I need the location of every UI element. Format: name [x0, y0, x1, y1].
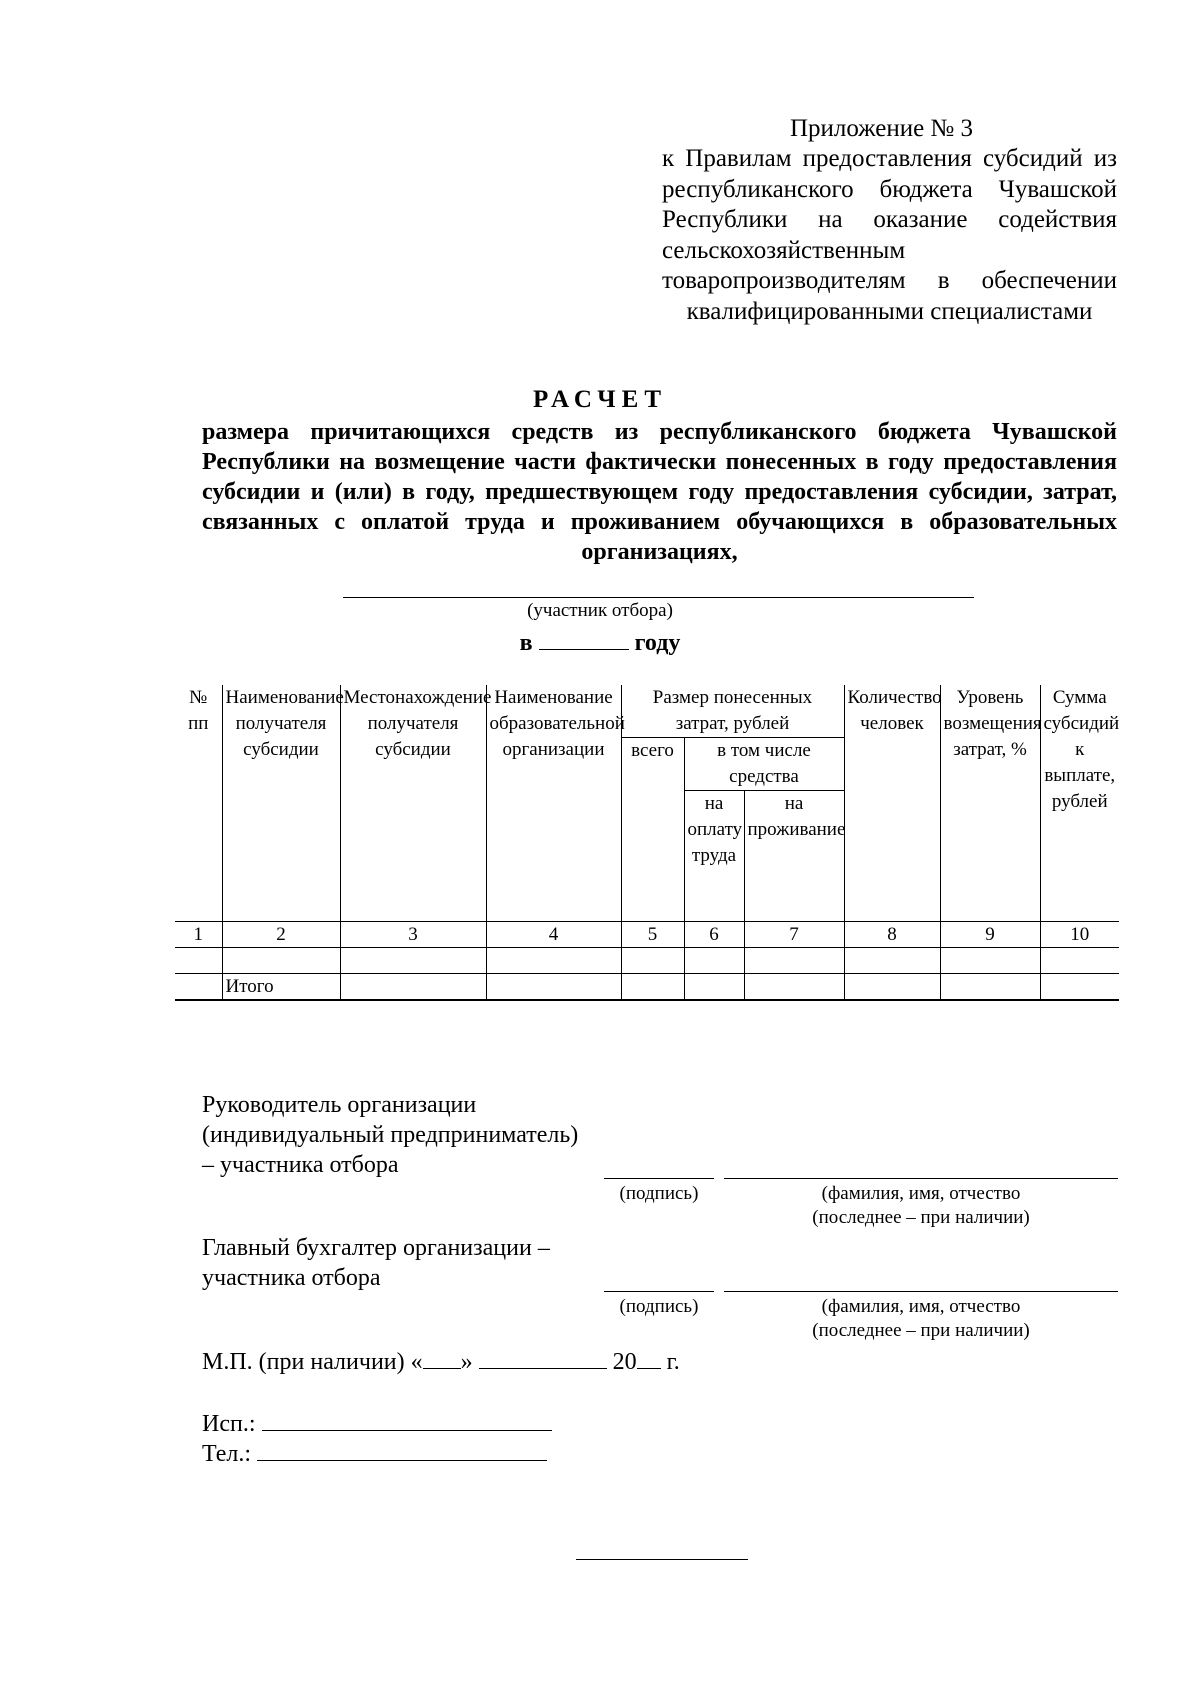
column-number: 2	[222, 922, 340, 948]
header-reimbursement-level: Уровень возмещения затрат, %	[940, 685, 1040, 922]
column-number: 3	[340, 922, 486, 948]
column-number: 5	[621, 922, 684, 948]
table-cell[interactable]	[1040, 974, 1119, 1001]
header-subsidy-amount: Сумма субсидий к выплате, рублей	[1040, 685, 1119, 922]
column-number: 4	[486, 922, 621, 948]
column-number: 1	[175, 922, 222, 948]
year-prefix: в	[519, 630, 533, 656]
table-cell[interactable]	[684, 948, 744, 974]
bottom-separator	[576, 1559, 748, 1560]
appendix-body: к Правилам предоставления субсидий из республиканского бюджета Чувашской Республики на оказание содействия сельскохозяйственным товаропроизводителям в обеспечении квалифицированными специалистами	[662, 145, 1117, 325]
table-cell[interactable]	[222, 948, 340, 974]
column-number: 7	[744, 922, 844, 948]
executor-blank[interactable]	[262, 1408, 552, 1431]
accountant-name-line[interactable]	[724, 1291, 1118, 1292]
header-including: в том числе средства	[684, 738, 844, 791]
month-blank[interactable]	[479, 1346, 607, 1369]
phone-blank[interactable]	[257, 1438, 547, 1461]
phone-line	[202, 1438, 547, 1469]
header-recipient-name: Наименование получателя субсидии	[222, 685, 340, 922]
head-name-caption-2: (последнее – при наличии)	[812, 1207, 1030, 1228]
stamp-date-line	[202, 1346, 680, 1377]
stamp-prefix: М.П. (при наличии) «	[202, 1349, 423, 1375]
table-cell[interactable]	[175, 948, 222, 974]
document-subtitle: размера причитающихся средств из республиканского бюджета Чувашской Республики на возмещение части фактически понесенных в году предоставления субсидии и (или) в году, предшествующем году предоставления субсидии, затрат, связанных с оплатой труда и проживанием обучающихся в образовательных организациях,	[202, 419, 1117, 565]
header-people-count: Количество человек	[844, 685, 940, 922]
calculation-table	[175, 685, 1119, 1001]
year-suffix-blank[interactable]	[637, 1346, 661, 1369]
head-name-caption-1: (фамилия, имя, отчество	[821, 1183, 1021, 1204]
table-cell[interactable]	[486, 948, 621, 974]
table-cell[interactable]	[744, 948, 844, 974]
table-cell[interactable]	[684, 974, 744, 1001]
accountant-name-caption-1: (фамилия, имя, отчество	[821, 1296, 1021, 1317]
phone-label: Тел.:	[202, 1441, 252, 1467]
column-numbers-row	[175, 922, 1119, 948]
year-line	[0, 627, 1200, 658]
day-blank[interactable]	[423, 1346, 461, 1369]
column-number: 6	[684, 922, 744, 948]
table-cell[interactable]	[744, 974, 844, 1001]
table-row[interactable]	[175, 948, 1119, 974]
column-number: 10	[1040, 922, 1119, 948]
stamp-year: 20	[612, 1349, 637, 1375]
table-cell[interactable]	[844, 974, 940, 1001]
total-row[interactable]	[175, 974, 1119, 1001]
header-cost-group: Размер понесенных затрат, рублей	[621, 685, 844, 738]
header-total-cost: всего	[621, 738, 684, 922]
appendix-title: Приложение № 3	[790, 115, 974, 142]
accountant-name-caption-2: (последнее – при наличии)	[812, 1320, 1030, 1341]
year-suffix: году	[634, 630, 681, 656]
accountant-signature-caption: (подпись)	[619, 1296, 699, 1317]
table-cell[interactable]	[940, 974, 1040, 1001]
table-cell[interactable]	[340, 974, 486, 1001]
stamp-mid: »	[460, 1349, 473, 1375]
table-cell[interactable]	[844, 948, 940, 974]
table-cell[interactable]	[621, 948, 684, 974]
header-labor-cost: на оплату труда	[684, 791, 744, 922]
column-number: 9	[940, 922, 1040, 948]
head-name-line[interactable]	[724, 1178, 1118, 1179]
executor-line	[202, 1408, 552, 1439]
table-cell[interactable]	[621, 974, 684, 1001]
header-education-org: Наименование образовательной организации	[486, 685, 621, 922]
table-cell[interactable]	[1040, 948, 1119, 974]
header-recipient-location: Местонахождение получателя субсидии	[340, 685, 486, 922]
table-cell[interactable]	[340, 948, 486, 974]
participant-line[interactable]	[343, 597, 974, 598]
table-cell[interactable]	[175, 974, 222, 1001]
accountant-label: Главный бухгалтер организации – участника отбора	[202, 1235, 550, 1291]
table-cell[interactable]	[486, 974, 621, 1001]
executor-label: Исп.:	[202, 1411, 256, 1437]
document-title: РАСЧЕТ	[532, 386, 667, 413]
table-cell[interactable]	[940, 948, 1040, 974]
head-label: Руководитель организации (индивидуальный предприниматель) – участника отбора	[202, 1092, 579, 1178]
accountant-signature-line[interactable]	[604, 1291, 714, 1292]
header-number: № пп	[175, 685, 222, 922]
head-signature-line[interactable]	[604, 1178, 714, 1179]
participant-caption: (участник отбора)	[527, 600, 673, 621]
column-number: 8	[844, 922, 940, 948]
total-label: Итого	[222, 974, 340, 1001]
year-blank[interactable]	[539, 627, 629, 650]
head-signature-caption: (подпись)	[619, 1183, 699, 1204]
header-housing-cost: на проживание	[744, 791, 844, 922]
stamp-suffix: г.	[666, 1349, 680, 1375]
